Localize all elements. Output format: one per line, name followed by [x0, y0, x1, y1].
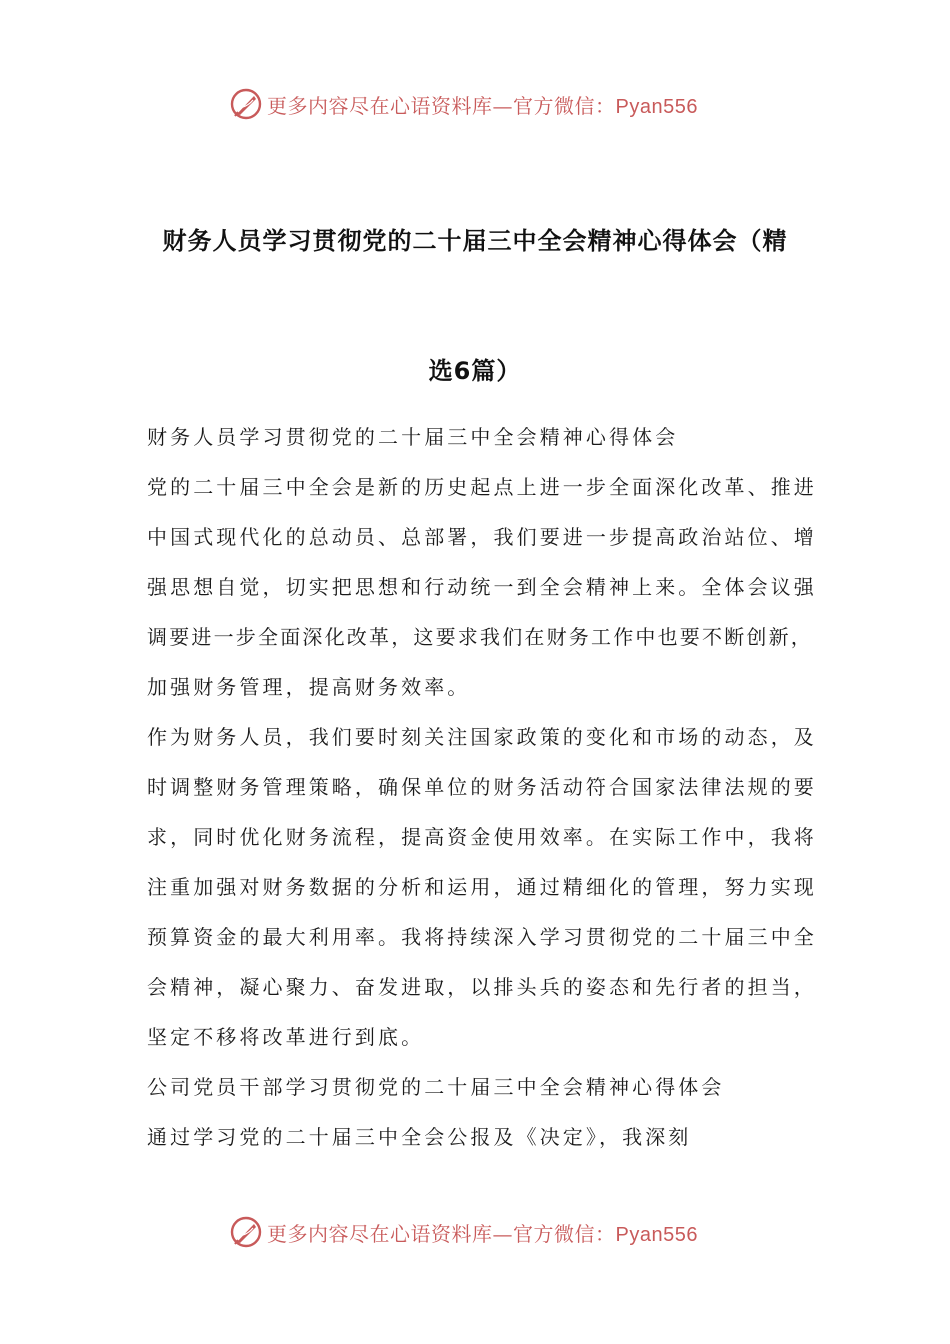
quill-logo-icon	[229, 1215, 263, 1249]
paragraph-line: 求，同时优化财务流程，提高资金使用效率。在实际工作中，我将	[147, 825, 817, 849]
paragraph-line: 中国式现代化的总动员、总部署，我们要进一步提高政治站位、增	[147, 525, 817, 549]
quill-logo-icon	[229, 87, 263, 121]
section-heading: 公司党员干部学习贯彻党的二十届三中全会精神心得体会	[147, 1075, 725, 1099]
watermark-text: 更多内容尽在心语资料库—官方微信：Pyan556	[267, 1221, 698, 1246]
title-line-1: 财务人员学习贯彻党的二十届三中全会精神心得体会（精	[162, 227, 788, 255]
paragraph-line: 坚定不移将改革进行到底。	[147, 1025, 425, 1049]
paragraph-line: 强思想自觉，切实把思想和行动统一到全会精神上来。全体会议强	[147, 575, 817, 599]
paragraph-line: 加强财务管理，提高财务效率。	[147, 675, 471, 699]
wechat-id: Pyan556	[615, 95, 698, 118]
watermark-banner-bottom	[0, 1210, 950, 1254]
paragraph-line: 注重加强对财务数据的分析和运用，通过精细化的管理，努力实现	[147, 875, 817, 899]
watermark-banner-top	[0, 82, 950, 126]
paragraph-line: 作为财务人员，我们要时刻关注国家政策的变化和市场的动态，及	[147, 725, 817, 749]
paragraph-line: 通过学习党的二十届三中全会公报及《决定》，我深刻	[147, 1125, 692, 1149]
section-heading: 财务人员学习贯彻党的二十届三中全会精神心得体会	[147, 425, 679, 449]
title-line-2: 选6篇）	[428, 357, 522, 385]
paragraph-line: 党的二十届三中全会是新的历史起点上进一步全面深化改革、推进	[147, 475, 817, 499]
paragraph-line: 时调整财务管理策略，确保单位的财务活动符合国家法律法规的要	[147, 775, 817, 799]
paragraph-line: 会精神，凝心聚力、奋发进取，以排头兵的姿态和先行者的担当，	[147, 975, 817, 999]
paragraph-line: 预算资金的最大利用率。我将持续深入学习贯彻党的二十届三中全	[147, 925, 817, 949]
paragraph-line: 调要进一步全面深化改革，这要求我们在财务工作中也要不断创新，	[147, 625, 813, 649]
wechat-id: Pyan556	[615, 1223, 698, 1246]
document-body	[147, 412, 837, 1162]
watermark-text: 更多内容尽在心语资料库—官方微信：Pyan556	[267, 93, 698, 118]
document-title	[120, 176, 830, 436]
